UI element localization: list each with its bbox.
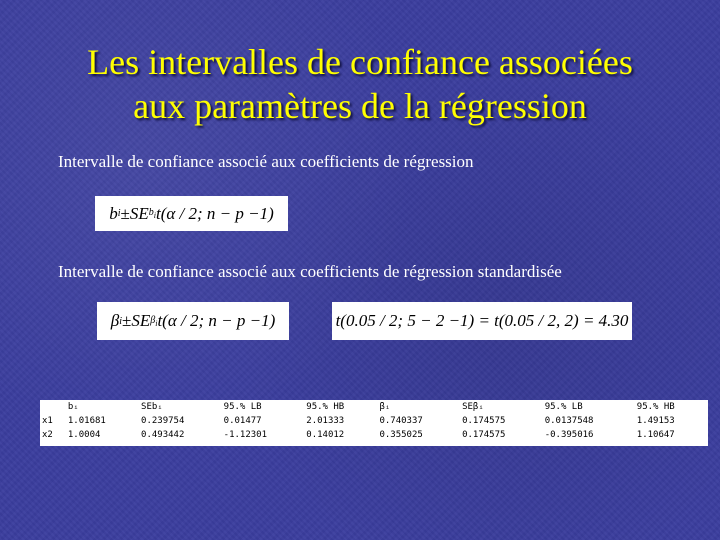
- table-cell: 0.0137548: [544, 416, 594, 426]
- table-cell: 0.493442: [141, 430, 185, 440]
- se-symbol: SE: [129, 203, 149, 223]
- formula-ci-standardized: [97, 302, 289, 340]
- table-cell: 1.49153: [636, 416, 675, 426]
- t-quantile: t(α / 2; n − p −1): [155, 203, 274, 223]
- table-cell: 1.0004: [67, 430, 101, 440]
- table-cell: 0.174575: [462, 416, 506, 426]
- plus-minus: ±: [122, 311, 132, 330]
- t-value-expression: t(0.05 / 2; 5 − 2 −1) = t(0.05 / 2, 2) = 4.30: [335, 311, 629, 330]
- title-line-2: aux paramètres de la régression: [133, 86, 587, 126]
- table-header-cell: 95.% LB: [223, 402, 262, 412]
- formula-t-value: [332, 302, 632, 340]
- beta-subscript: i: [119, 315, 122, 327]
- plus-minus: ±: [120, 203, 130, 223]
- table-cell: -1.12301: [223, 430, 268, 440]
- t-quantile: t(α / 2; n − p −1): [157, 311, 276, 330]
- table-header-cell: bᵢ: [67, 402, 79, 412]
- table-cell: x2: [42, 430, 53, 440]
- slide-title: [20, 40, 700, 128]
- results-table-box: [40, 400, 708, 446]
- table-row: [40, 428, 708, 442]
- table-header-row: [40, 400, 708, 414]
- se-subscript: β: [150, 314, 156, 326]
- caption-standardized: Intervalle de confiance associé aux coefficients de régression standardisée: [58, 262, 562, 281]
- table-header-cell: 95.% LB: [544, 402, 583, 412]
- table-cell: 0.355025: [379, 430, 423, 440]
- table-cell: 1.10647: [636, 430, 675, 440]
- table-header-cell: 95.% HB: [306, 402, 345, 412]
- table-header-cell: SEbᵢ: [141, 402, 163, 412]
- se-subscript: b: [148, 207, 154, 218]
- beta-symbol: β: [110, 311, 120, 330]
- se-subsubscript: i: [153, 211, 156, 220]
- caption-coefficients: Intervalle de confiance associé aux coefficients de régression: [58, 152, 474, 171]
- table-header-cell: SEβᵢ: [462, 402, 484, 412]
- table-header-cell: βᵢ: [379, 402, 391, 412]
- table-cell: 0.174575: [462, 430, 506, 440]
- table-cell: x1: [42, 416, 53, 426]
- formula-ci-coefficients: [95, 196, 288, 231]
- results-table: [40, 400, 708, 442]
- table-cell: 0.14012: [306, 430, 345, 440]
- table-row: [40, 414, 708, 428]
- table-cell: -0.395016: [544, 430, 594, 440]
- table-cell: 0.740337: [379, 416, 423, 426]
- se-symbol: SE: [131, 311, 151, 330]
- table-cell: 0.01477: [223, 416, 262, 426]
- table-cell: 2.01333: [306, 416, 345, 426]
- table-cell: 0.239754: [141, 416, 185, 426]
- coef-subscript: i: [117, 208, 121, 219]
- table-cell: 1.01681: [67, 416, 106, 426]
- table-header-cell: 95.% HB: [636, 402, 675, 412]
- title-line-1: Les intervalles de confiance associées: [87, 42, 633, 82]
- se-subsubscript: i: [155, 318, 158, 328]
- coef-symbol: b: [109, 203, 118, 223]
- table-header-cell: [40, 400, 66, 414]
